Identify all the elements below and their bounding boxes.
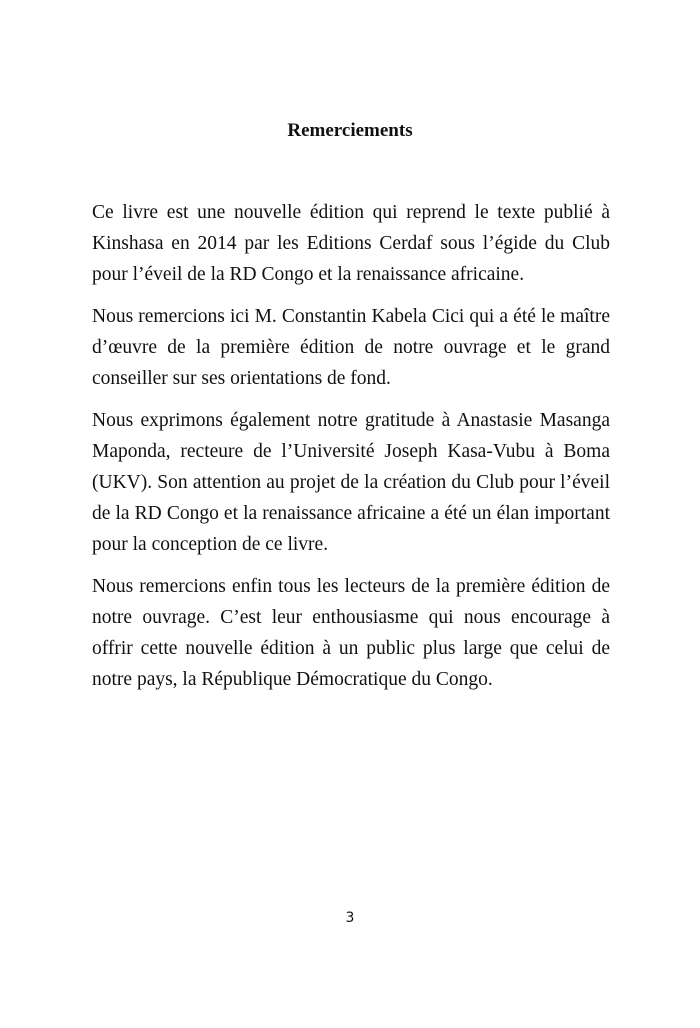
page-number: 3 — [345, 910, 355, 926]
paragraph: Nous exprimons également notre gratitude à Anastasie Masanga Maponda, recteure de l’Université Joseph Kasa-Vubu à Boma (UKV). Son attention au projet de la création du Club pour l’éveil de la RD Congo et la renaissance africaine a été un élan important pour la conception de ce livre. — [92, 410, 610, 555]
paragraph: Nous remercions ici M. Constantin Kabela Cici qui a été le maître d’œuvre de la première édition de notre ouvrage et le grand conseiller sur ses orientations de fond. — [92, 306, 610, 389]
paragraph: Nous remercions enfin tous les lecteurs de la première édition de notre ouvrage. C’est leur enthousiasme qui nous encourage à offrir cette nouvelle édition à un public plus large que celui de notre pays, la République Démocratique du Congo. — [92, 576, 610, 690]
body-text — [92, 197, 610, 706]
paragraph: Ce livre est une nouvelle édition qui reprend le texte publié à Kinshasa en 2014 par les Editions Cerdaf sous l’égide du Club pour l’éveil de la RD Congo et la renaissance africaine. — [92, 202, 610, 285]
page-title: Remerciements — [287, 120, 413, 141]
